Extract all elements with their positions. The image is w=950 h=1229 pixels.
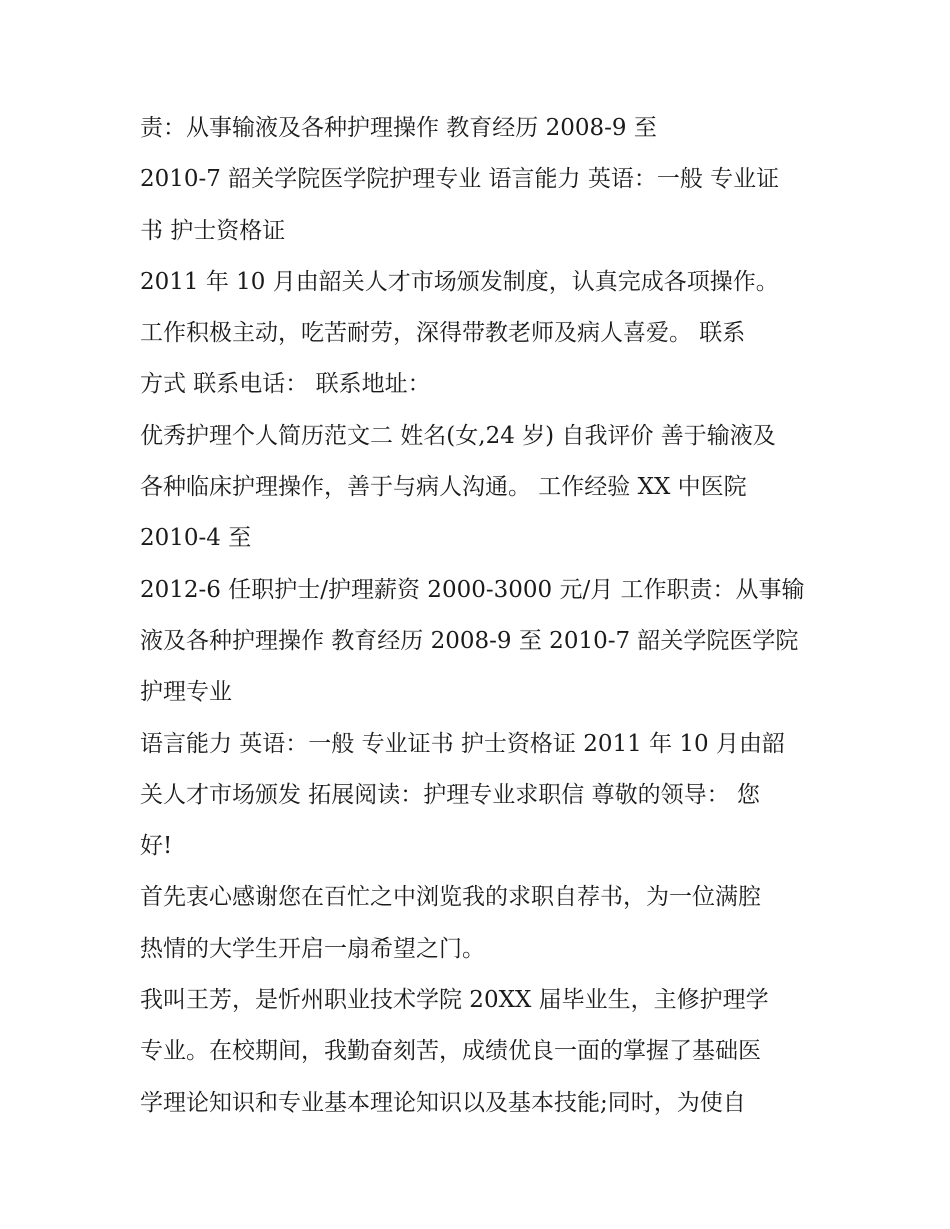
text-line: 热情的大学生开启一扇希望之门。 [140,935,485,962]
text-line: 2011 年 10 月由韶关人才市场颁发制度，认真完成各项操作。 [140,268,779,295]
text-line: 学理论知识和专业基本理论知识以及基本技能;同时，为使自 [140,1089,746,1116]
text-line: 液及各种护理操作 教育经历 2008-9 至 2010-7 韶关学院医学院 [140,627,799,654]
text-line: 好! [140,833,173,860]
text-line: 工作积极主动，吃苦耐劳，深得带教老师及病人喜爱。 联系 [140,320,746,347]
text-line: 2010-7 韶关学院医学院护理专业 语言能力 英语：一般 专业证 [140,166,780,193]
text-line: 我叫王芳，是忻州职业技术学院 20XX 届毕业生，主修护理学 [140,987,769,1014]
document-body [140,103,830,1129]
text-line: 关人才市场颁发 拓展阅读：护理专业求职信 尊敬的领导： 您 [140,781,760,808]
text-line: 方式 联系电话： 联系地址： [140,371,431,398]
text-line: 书 护士资格证 [140,217,286,244]
text-line: 护理专业 [140,679,232,706]
text-line: 2012-6 任职护士/护理薪资 2000-3000 元/月 工作职责：从事输 [140,576,805,603]
text-line: 专业。在校期间，我勤奋刻苦，成绩优良一面的掌握了基础医 [140,1038,761,1065]
text-line: 语言能力 英语：一般 专业证书 护士资格证 2011 年 10 月由韶 [140,730,785,757]
text-line: 首先衷心感谢您在百忙之中浏览我的求职自荐书，为一位满腔 [140,884,761,911]
text-line: 2010-4 至 [140,525,252,552]
text-line: 优秀护理个人简历范文二 姓名(女,24 岁) 自我评价 善于输液及 [140,422,776,449]
text-line: 各种临床护理操作，善于与病人沟通。 工作经验 XX 中医院 [140,474,747,501]
text-line: 责：从事输液及各种护理操作 教育经历 2008-9 至 [140,115,657,141]
